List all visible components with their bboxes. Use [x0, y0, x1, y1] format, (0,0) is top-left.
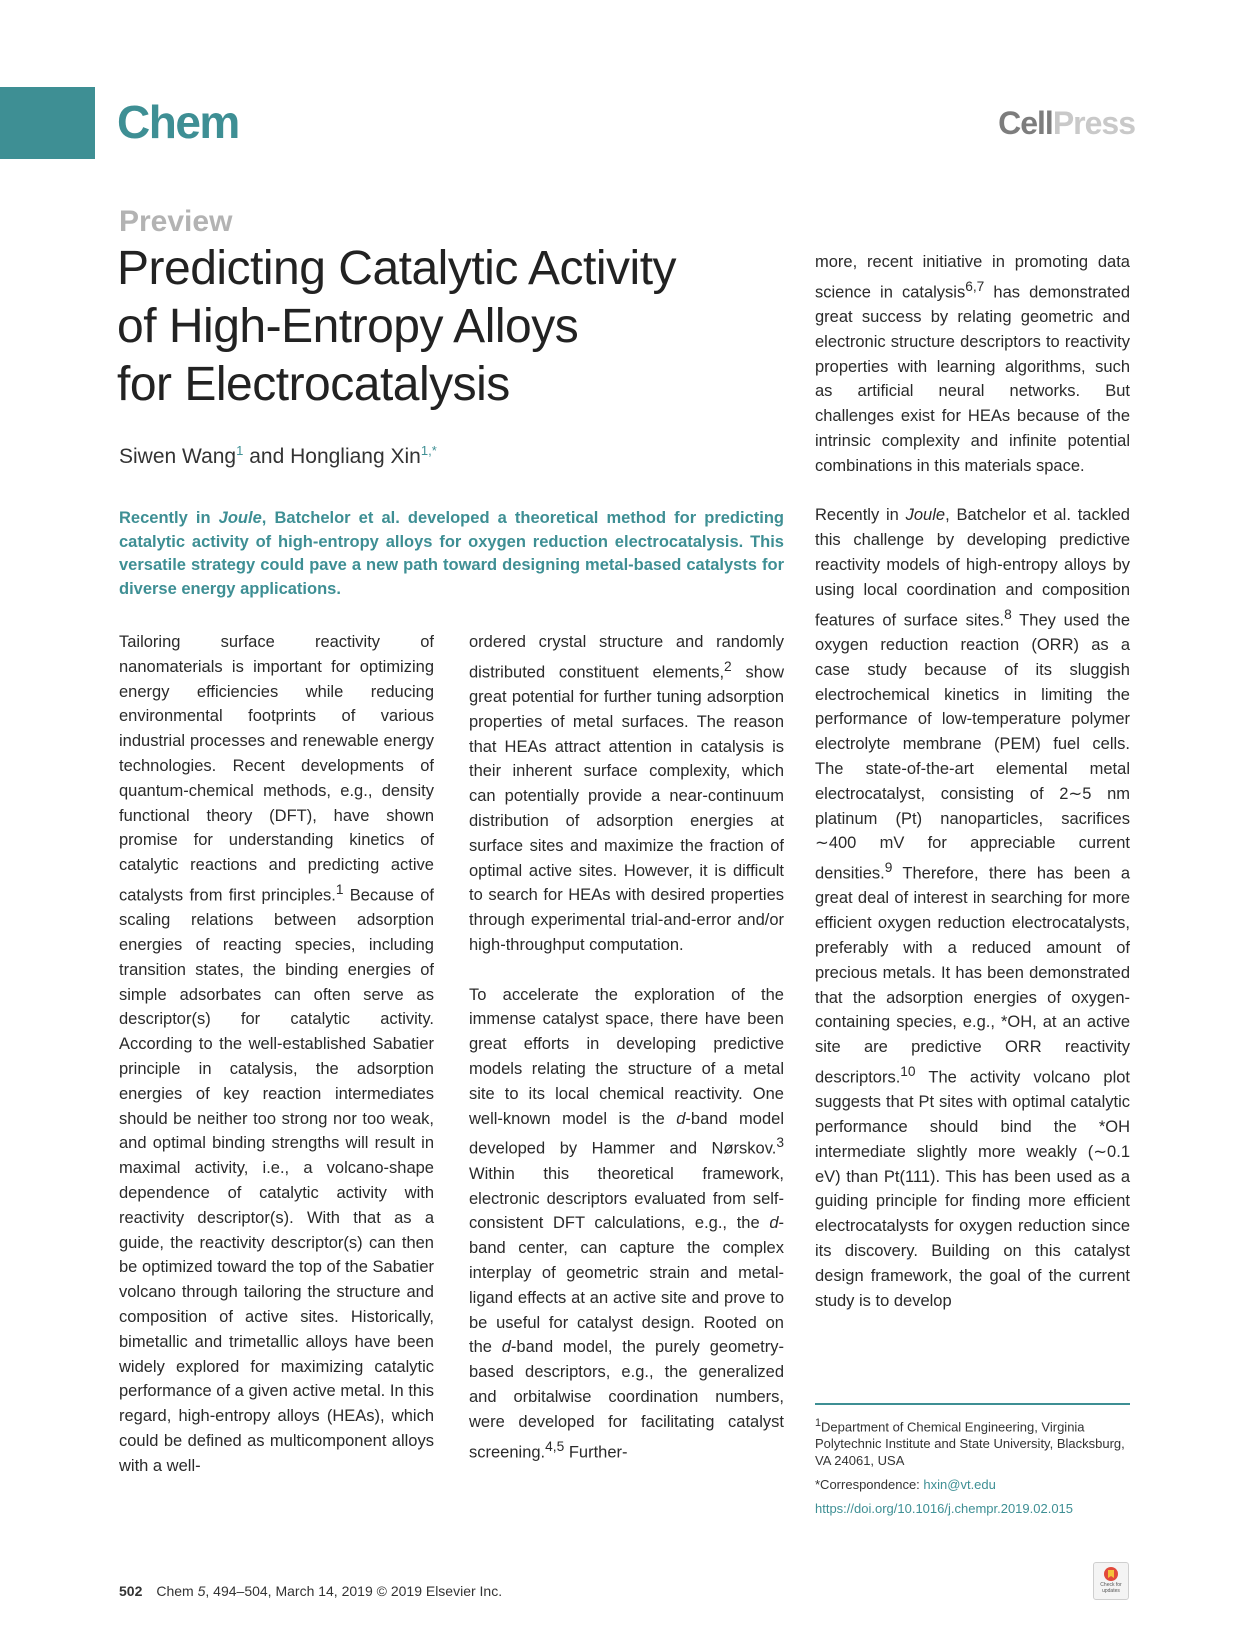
reference-link[interactable]: 10: [900, 1064, 916, 1079]
paragraph-text: more, recent initiative in promoting data science in catalysis: [815, 253, 1130, 302]
italic-term: d: [676, 1109, 686, 1128]
paragraph-text: Within this theoretical framework, electronic descriptors evaluated from self-consistent DFT calculations, e.g., the: [469, 1164, 784, 1233]
citation-text: , 494–504, March 14, 2019 © 2019 Elsevier Inc.: [205, 1583, 503, 1599]
paragraph-text: Recently in: [815, 506, 906, 525]
paragraph-text: ordered crystal structure and randomly distributed constituent elements,: [469, 633, 784, 682]
journal-color-block: [0, 87, 95, 159]
italic-term: d: [769, 1214, 779, 1233]
paragraph-text: Further-: [564, 1443, 628, 1461]
author-list: [119, 443, 437, 469]
publisher-logo-cell: Cell: [998, 105, 1053, 141]
italic-term: d: [501, 1338, 511, 1357]
correspondence-note: [815, 1476, 1130, 1493]
badge-label: Check for updates: [1100, 1582, 1122, 1594]
publisher-logo-press: Press: [1052, 105, 1135, 141]
page-footer: [119, 1583, 502, 1599]
author-name[interactable]: Hongliang Xin: [290, 445, 421, 468]
author-separator: and: [243, 445, 291, 468]
abstract: [119, 507, 784, 601]
correspondence-email-link[interactable]: hxin@vt.edu: [923, 1477, 996, 1493]
title-line: of High-Entropy Alloys: [117, 300, 579, 353]
paragraph-text: Tailoring surface reactivity of nanomaterials is important for optimizing energy efficiencies while reducing environmental footprints of various industrial processes and renewable energy technologies. Recent developments of quantum-chemical methods, e.g., density functional theory (DFT), have shown promise for understanding kinetics of catalytic reactions and predicting active catalysts from first principles.: [119, 633, 434, 905]
paragraph-text: -band model, the purely geometry-based descriptors, e.g., the generalized and orbitalwise coordination numbers, were developed for facilitating catalyst screening.: [469, 1338, 784, 1461]
title-line: Predicting Catalytic Activity: [117, 242, 677, 295]
body-column-2: [469, 630, 784, 1465]
page-number: 502: [119, 1583, 143, 1599]
paragraph-text: -band model developed by Hammer and Nørskov.: [469, 1109, 784, 1158]
reference-link[interactable]: 9: [884, 860, 893, 876]
doi-link[interactable]: https://doi.org/10.1016/j.chempr.2019.02.015: [815, 1501, 1074, 1517]
correspondence-label: *Correspondence:: [815, 1477, 924, 1493]
paragraph-text: Therefore, there has been a great deal of interest in searching for more efficient oxygen reduction electrocatalysts, preferably with a reduced amount of precious metals. It has been demonstrated that the adsorption energies of oxygen-containing species, e.g., *OH, at an active site are predictive ORR reactivity descriptors.: [815, 864, 1130, 1087]
paragraph: [469, 630, 784, 958]
paragraph: [815, 503, 1130, 1313]
author-name[interactable]: Siwen Wang: [119, 445, 237, 468]
paragraph-text: -band center, can capture the complex interplay of geometric strain and metal-ligand effects at an active site and prove to be useful for catalyst design. Rooted on the: [469, 1214, 784, 1357]
footnotes: [815, 1415, 1130, 1524]
affiliation-note: [815, 1415, 1130, 1469]
paragraph-text: , Batchelor et al. tackled this challenge by developing predictive reactivity models of high-entropy alloys by using local coordination and composition features of surface sites.: [815, 506, 1130, 630]
publisher-logo: [998, 105, 1135, 142]
citation-volume: 5: [197, 1583, 206, 1599]
reference-link[interactable]: 2: [724, 658, 732, 674]
abstract-text: Recently in: [119, 509, 219, 527]
reference-link[interactable]: 8: [1004, 606, 1012, 622]
paragraph-text: The activity volcano plot suggests that Pt sites with optimal catalytic performance should bind the *OH intermediate slightly more weakly (∼0.1 eV) than Pt(111). This has been used as a guiding principle for finding more efficient electrocatalysts for oxygen reduction since its discovery. Building on this catalyst design framework, the goal of the current study is to develop: [815, 1068, 1130, 1310]
paragraph-text: Because of scaling relations between adsorption energies of reacting species, including transition states, the binding energies of simple adsorbates can often serve as descriptor(s) for catalytic activity. According to the well-established Sabatier principle in catalysis, the adsorption energies of key reaction intermediates should be neither too strong nor too weak, and optimal binding strengths will result in maximal activity, i.e., a volcano-shape dependence of catalytic activity with reactivity descriptor(s). With that as a guide, the reactivity descriptor(s) can then be optimized toward the top of the Sabatier volcano through tailoring the structure and composition of active sites. Historically, bimetallic and trimetallic alloys have been widely explored for maximizing catalytic performance of a given active metal. In this regard, high-entropy alloys (HEAs), which could be defined as multicomponent alloys with a well-: [119, 886, 434, 1475]
title-line: for Electrocatalysis: [117, 358, 510, 411]
affiliation-text: Department of Chemical Engineering, Virginia Polytechnic Institute and State University, Blacksburg, VA 24061, USA: [815, 1419, 1125, 1469]
paragraph-text: show great potential for further tuning adsorption properties of metal surfaces. The reason that HEAs attract attention in catalysis is their inherent surface complexity, which can potentially provide a near-continuum distribution of adsorption energies at surface sites and maximize the fraction of optimal active sites. However, it is difficult to search for HEAs with desired properties through experimental trial-and-error and/or high-throughput computation.: [469, 663, 784, 955]
citation-text: Chem: [156, 1583, 198, 1599]
reference-link[interactable]: 3: [776, 1135, 784, 1151]
affiliation-marker: 1: [815, 1417, 822, 1429]
paragraph-text: To accelerate the exploration of the immense catalyst space, there have been great efforts in developing predictive models relating the structure of a metal site to its local chemical reactivity. One well-known model is the: [469, 985, 784, 1128]
abstract-journal-name: Joule: [218, 509, 262, 527]
reference-link[interactable]: 6,7: [965, 278, 985, 294]
paragraph-text: has demonstrated great success by relating geometric and electronic structure descriptors to reactivity properties with learning algorithms, such as artificial neural networks. But challenges exist for HEAs because of the intrinsic complexity and infinite potential combinations in this materials space.: [815, 283, 1130, 475]
paragraph: [815, 250, 1130, 479]
body-column-3: [815, 250, 1130, 1313]
paragraph: [469, 983, 784, 1465]
reference-link[interactable]: 1: [335, 881, 344, 897]
footnote-divider: [815, 1403, 1130, 1405]
italic-journal-name: Joule: [905, 506, 946, 525]
bookmark-ribbon-icon: [1103, 1566, 1119, 1582]
paragraph-text: They used the oxygen reduction reaction (ORR) as a case study because of its sluggish electrochemical kinetics in limiting the performance of low-temperature polymer electrolyte membrane (PEM) fuel cells. The state-of-the-art elemental metal electrocatalyst, consisting of 2∼5 nm platinum (Pt) nanoparticles, sacrifices ∼400 mV for appreciable current densities.: [815, 611, 1130, 883]
section-label: Preview: [119, 205, 233, 238]
body-column-1: [119, 630, 434, 1479]
journal-logo: Chem: [117, 96, 239, 148]
reference-link[interactable]: 4,5: [545, 1438, 565, 1454]
paragraph: [119, 630, 434, 1479]
abstract-text: , Batchelor et al. developed a theoretical method for predicting catalytic activity of high-entropy alloys for oxygen reduction electrocatalysis. This versatile strategy could pave a new path toward designing metal-based catalysts for diverse energy applications.: [119, 509, 784, 598]
affiliation-marker[interactable]: 1,*: [420, 443, 437, 458]
affiliation-marker[interactable]: 1: [236, 443, 244, 458]
check-for-updates-badge[interactable]: [1093, 1562, 1129, 1600]
article-title: [117, 240, 757, 414]
